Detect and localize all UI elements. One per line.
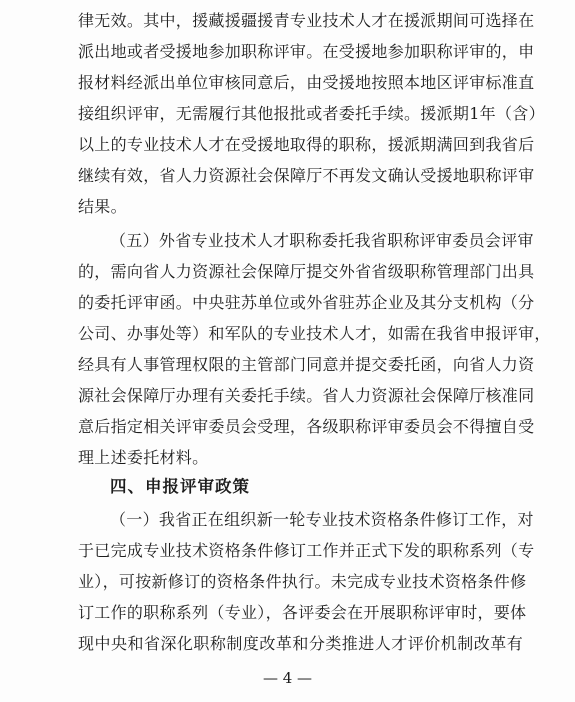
text-line: （五）外省专业技术人才职称委托我省职称评审委员会评审 bbox=[110, 231, 534, 250]
text-line: 的委托评审函。中央驻苏单位或外省驻苏企业及其分支机构（分 bbox=[78, 293, 535, 312]
section-heading: 四、申报评审政策 bbox=[110, 477, 250, 496]
text-line: 业），可按新修订的资格条件执行。未完成专业技术资格条件修 bbox=[78, 572, 527, 591]
text-line: 结果。 bbox=[78, 197, 127, 216]
text-line: 派出地或者受援地参加职称评审。在受援地参加职称评审的，申 bbox=[78, 42, 535, 61]
text-line: 意后指定相关评审委员会受理，各级职称评审委员会不得擅自受 bbox=[78, 417, 535, 436]
text-line: 于已完成专业技术资格条件修订工作并正式下发的职称系列（专 bbox=[78, 541, 535, 560]
text-line: 继续有效，省人力资源社会保障厅不再发文确认受援地职称评审 bbox=[78, 166, 535, 185]
text-line: 律无效。其中，援藏援疆援青专业技术人才在援派期间可选择在 bbox=[78, 11, 535, 30]
text-line: 理上述委托材料。 bbox=[78, 448, 209, 467]
text-line: 现中央和省深化职称制度改革和分类推进人才评价机制改革有 bbox=[78, 634, 523, 653]
text-line: 报材料经派出单位审核同意后，由受援地按照本地区评审标准直 bbox=[78, 73, 535, 92]
text-line: 以上的专业技术人才在受援地取得的职称，援派期满回到我省后 bbox=[78, 135, 535, 154]
text-line: （一）我省正在组织新一轮专业技术资格条件修订工作，对 bbox=[110, 510, 534, 529]
text-line: 订工作的职称系列（专业），各评委会在开展职称评审时，要体 bbox=[78, 603, 527, 622]
text-line: 的，需向省人力资源社会保障厅提交外省省级职称管理部门出具 bbox=[78, 262, 535, 281]
text-line: 源社会保障厅办理有关委托手续。省人力资源社会保障厅核准同 bbox=[78, 386, 535, 405]
page-number: — 4 — bbox=[262, 669, 313, 687]
text-line: 公司、办事处等）和军队的专业技术人才，如需在我省申报评审， bbox=[78, 324, 551, 343]
text-line: 接组织评审，无需履行其他报批或者委托手续。援派期1年（含） bbox=[78, 104, 545, 123]
text-line: 经具有人事管理权限的主管部门同意并提交委托函，向省人力资 bbox=[78, 355, 535, 374]
